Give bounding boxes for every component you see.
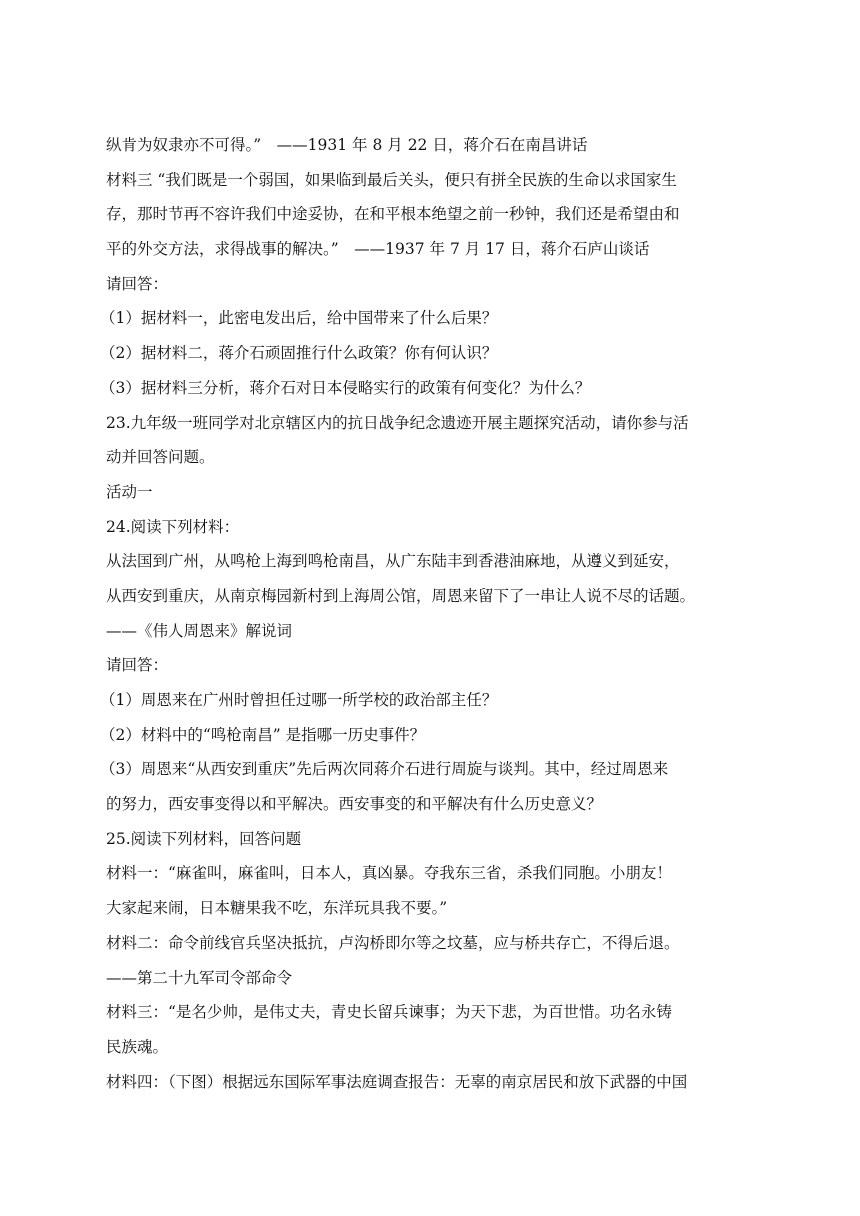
text-line: ——第二十九军司令部命令 [106,968,293,987]
text-line: 23.九年级一班同学对北京辖区内的抗日战争纪念遗迹开展主题探究活动，请你参与活 [106,413,689,432]
text-line: 纵肯为奴隶亦不可得。” ——1931 年 8 月 22 日，蒋介石在南昌讲话 [106,136,588,154]
text-line: 请回答： [106,656,169,675]
text-line: 材料三：“是名少帅，是伟丈夫，青史长留兵谏事；为天下悲，为百世惜。功名永铸 [106,1003,672,1022]
text-line: 动并回答问题。 [106,448,215,467]
text-line: 材料三 “我们既是一个弱国，如果临到最后关头，便只有拼全民族的生命以求国家生 [106,170,677,189]
question-item: （2）材料中的“鸣枪南昌” 是指哪一历史事件？ [100,725,426,744]
text-line: 材料二：命令前线官兵坚决抵抗，卢沟桥即尔等之坟墓，应与桥共存亡，不得后退。 [106,933,680,952]
text-line: 从法国到广州，从鸣枪上海到鸣枪南昌，从广东陆丰到香港油麻地，从遵义到延安， [106,552,680,571]
question-item: （1）据材料一，此密电发出后，给中国带来了什么后果？ [100,309,498,328]
text-line: 的努力，西安事变得以和平解决。西安事变的和平解决有什么历史意义？ [106,795,603,814]
text-line: 材料一：“麻雀叫，麻雀叫，日本人，真凶暴。夺我东三省，杀我们同胞。小朋友！ [106,864,672,883]
question-item: （3）周恩来“从西安到重庆”先后两次同蒋介石进行周旋与谈判。其中，经过周恩来 [100,760,669,779]
text-line: 请回答： [106,274,169,293]
question-item: （1）周恩来在广州时曾担任过哪一所学校的政治部主任？ [100,691,498,709]
text-line: 材料四：（下图）根据远东国际军事法庭调查报告：无辜的南京居民和放下武器的中国 [106,1072,688,1091]
text-line: 存，那时节再不容许我们中途妥协，在和平根本绝望之前一秒钟，我们还是希望由和 [106,205,680,224]
question-item: （3）据材料三分析，蒋介石对日本侵略实行的政策有何变化？为什么？ [100,378,591,397]
text-line: 平的外交方法，求得战事的解决。” ——1937 年 7 月 17 日，蒋介石庐山谈话 [106,240,650,259]
text-line: 活动一 [106,482,153,501]
text-line: ——《伟人周恩来》解说词 [106,621,293,640]
text-line: 从西安到重庆，从南京梅园新村到上海周公馆，周恩来留下了一串让人说不尽的话题。 [106,586,696,605]
document-text [100,128,766,1099]
question-item: （2）据材料二，蒋介石顽固推行什么政策？你有何认识？ [100,344,498,363]
text-line: 24.阅读下列材料： [106,517,240,536]
text-line: 民族魂。 [106,1037,169,1056]
text-line: 25.阅读下列材料，回答问题 [106,829,302,848]
text-line: 大家起来闹，日本糖果我不吃，东洋玩具我不要。” [106,899,448,918]
